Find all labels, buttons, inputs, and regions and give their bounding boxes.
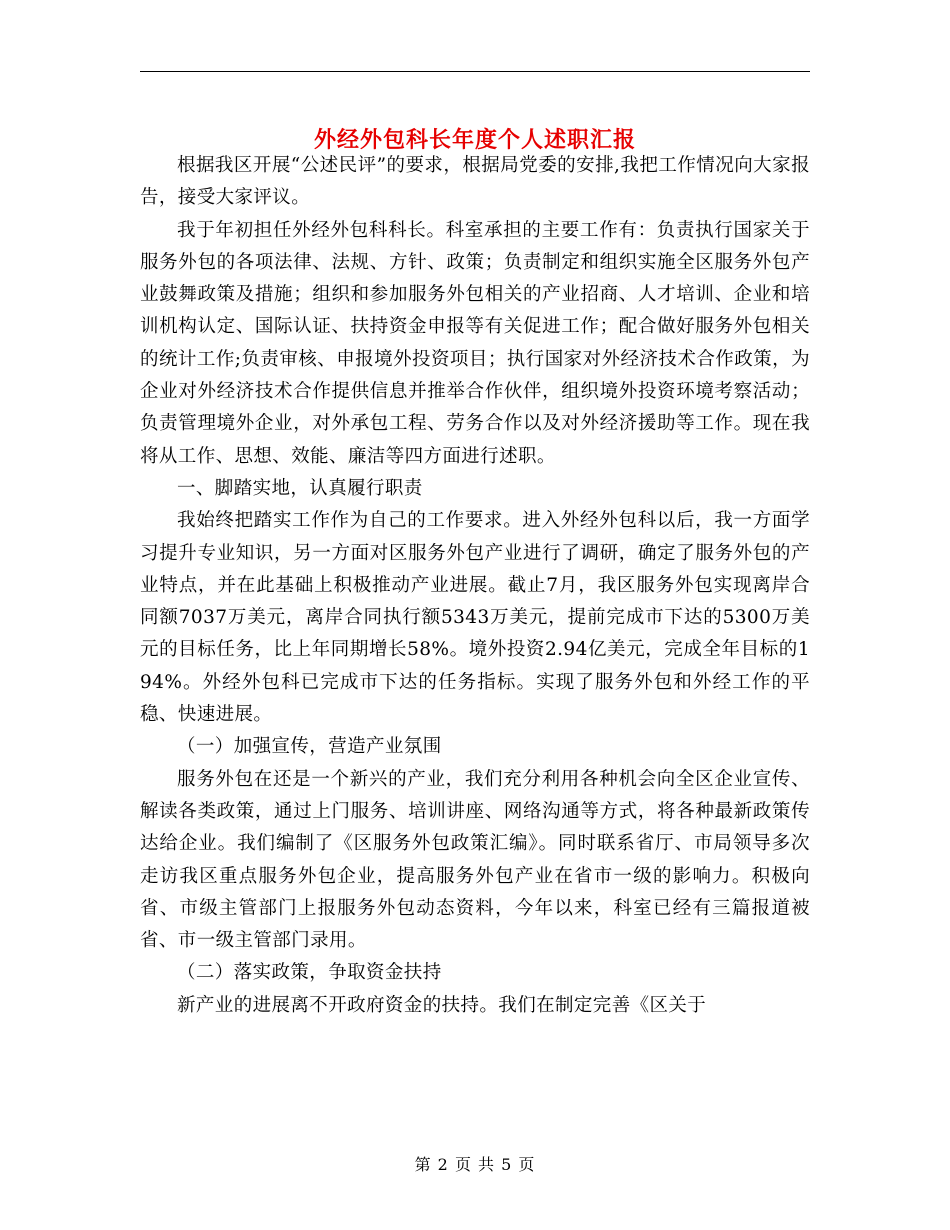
paragraph-achievements: 我始终把踏实工作作为自己的工作要求。进入外经外包科以后，我一方面学习提升专业知识，另一方面对区服务外包产业进行了调研，确定了服务外包的产业特点，并在此基础上积极推动产业进展。截止7月，我区服务外包实现离岸合同额7037万美元，离岸合同执行额5343万美元，提前完成市下达的5300万美元的目标任务，比上年同期增长58%。境外投资2.94亿美元，完成全年目标的194%。外经外包科已完成市下达的任务指标。实现了服务外包和外经工作的平稳、快速进展。 <box>140 510 810 726</box>
header-rule <box>140 71 810 72</box>
document-body <box>140 150 810 1022</box>
paragraph-funding: 新产业的进展离不开政府资金的扶持。我们在制定完善《区关于 <box>177 994 707 1016</box>
section-heading-1: 一、脚踏实地，认真履行职责 <box>177 477 423 499</box>
subsection-heading-2: （二）落实政策，争取资金扶持 <box>177 962 442 984</box>
page-number-footer: 第 2 页 共 5 页 <box>414 1155 536 1174</box>
paragraph-publicity: 服务外包在还是一个新兴的产业，我们充分利用各种机会向全区企业宣传、解读各类政策，通过上门服务、培训讲座、网络沟通等方式，将各种最新政策传达给企业。我们编制了《区服务外包政策汇编》。同时联系省厅、市局领导多次走访我区重点服务外包企业，提高服务外包产业在省市一级的影响力。积极向省、市级主管部门上报服务外包动态资料，今年以来，科室已经有三篇报道被省、市一级主管部门录用。 <box>140 768 810 952</box>
paragraph-duties: 我于年初担任外经外包科科长。科室承担的主要工作有：负责执行国家关于服务外包的各项法律、法规、方针、政策；负责制定和组织实施全区服务外包产业鼓舞政策及措施；组织和参加服务外包相关的产业招商、人才培训、企业和培训机构认定、国际认证、扶持资金申报等有关促进工作；配合做好服务外包相关的统计工作;负责审核、申报境外投资项目；执行国家对外经济技术合作政策，为企业对外经济技术合作提供信息并推举合作伙伴，组织境外投资环境考察活动；负责管理境外企业，对外承包工程、劳务合作以及对外经济援助等工作。现在我将从工作、思想、效能、廉洁等四方面进行述职。 <box>140 219 810 467</box>
subsection-heading-1: （一）加强宣传，营造产业氛围 <box>177 736 442 758</box>
paragraph-intro: 根据我区开展“公述民评”的要求，根据局党委的安排,我把工作情况向大家报告，接受大家评议。 <box>140 155 810 209</box>
document-title: 外经外包科长年度个人述职汇报 <box>313 126 636 153</box>
